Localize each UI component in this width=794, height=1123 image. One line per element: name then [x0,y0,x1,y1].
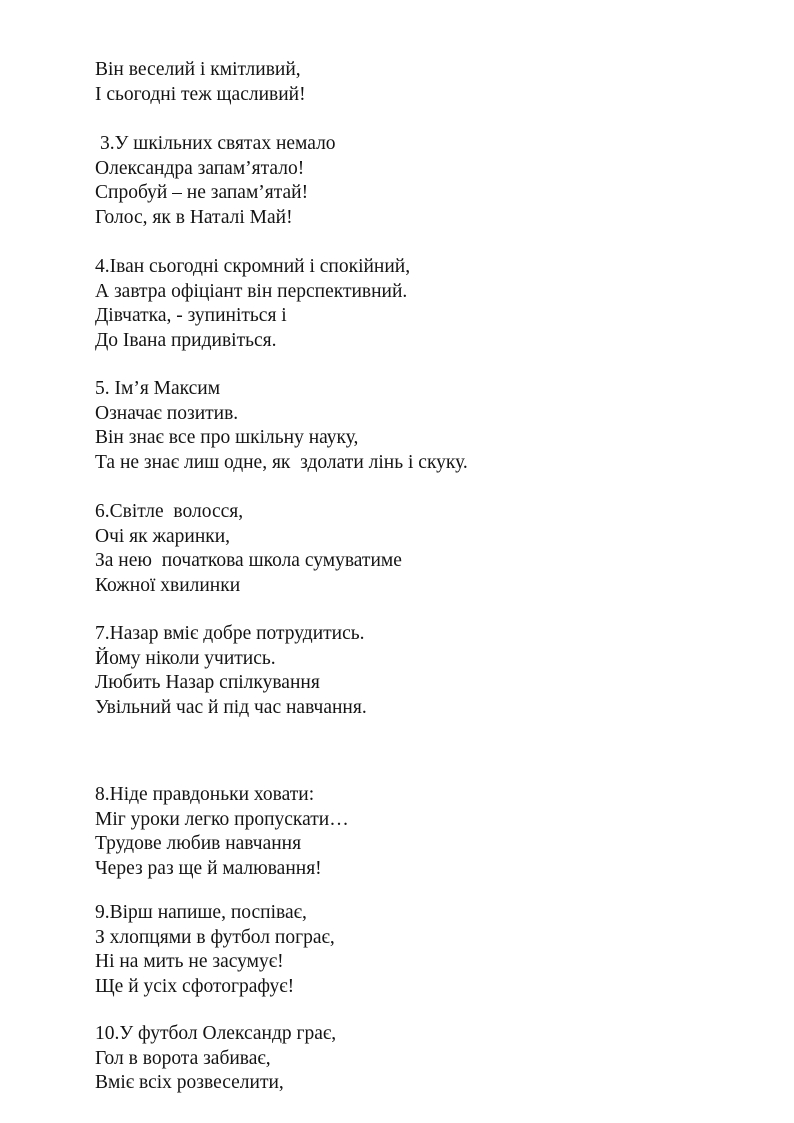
poem-line: А завтра офіціант він перспективний. [95,280,408,302]
poem-line: Ні на мить не засумує! [95,951,284,972]
stanza-4 [95,255,410,353]
stanza-5 [95,377,468,475]
poem-line: 6.Світле волосся, [95,501,244,522]
poem-line: Спробуй – не запам’ятай! [95,182,309,203]
poem-line: До Івана придивіться. [95,329,277,351]
poem-line: Любить Назар спілкування [95,672,320,693]
stanza-7 [95,622,367,720]
poem-line: Очі як жаринки, [95,525,231,547]
poem-line: 8.Ніде правдоньки ховати: [95,784,315,805]
poem-line: Через раз ще й малювання! [95,857,322,879]
stanza-8 [95,783,349,881]
stanza-9 [95,901,335,999]
poem-line: Трудове любив навчання [95,833,302,854]
poem-line: Ще й усіх сфотографує! [95,975,295,997]
poem-line: Вміє всіх розвеселити, [95,1072,284,1093]
poem-line: Він знає все про шкільну науку, [95,427,359,448]
stanza-6 [95,500,402,598]
poem-line: Йому ніколи учитись. [95,647,276,669]
poem-line: Гол в ворота забиває, [95,1047,271,1069]
poem-line: 5. Ім’я Максим [95,378,221,399]
poem-line: 3.У шкільних святах немало [100,133,336,154]
stanza-1 [95,58,306,107]
poem-line: За нею початкова школа сумуватиме [95,550,402,571]
poem-line: Увільний час й під час навчання. [95,696,367,718]
poem-line: Олександра запам’ятало! [95,157,305,179]
poem-line: 10.У футбол Олександр грає, [95,1023,337,1044]
poem-line: Та не знає лиш одне, як здолати лінь і скуку. [95,451,468,473]
poem-line: З хлопцями в футбол пограє, [95,926,335,948]
poem-line: І сьогодні теж щасливий! [95,83,306,105]
poem-line: Дівчатка, - зупиніться і [95,305,287,326]
stanza-3 [95,132,336,230]
poem-line: Означає позитив. [95,402,239,424]
poem-line: Голос, як в Наталі Май! [95,206,293,228]
poem-line: Міг уроки легко пропускати… [95,808,349,830]
poem-line: 7.Назар вміє добре потрудитись. [95,623,365,644]
poem-line: Він веселий і кмітливий, [95,59,301,80]
poem-line: Кожної хвилинки [95,574,241,596]
stanza-10 [95,1022,336,1096]
poem-line: 4.Іван сьогодні скромний і спокійний, [95,256,411,277]
poem-line: 9.Вірш напише, поспіває, [95,902,307,923]
